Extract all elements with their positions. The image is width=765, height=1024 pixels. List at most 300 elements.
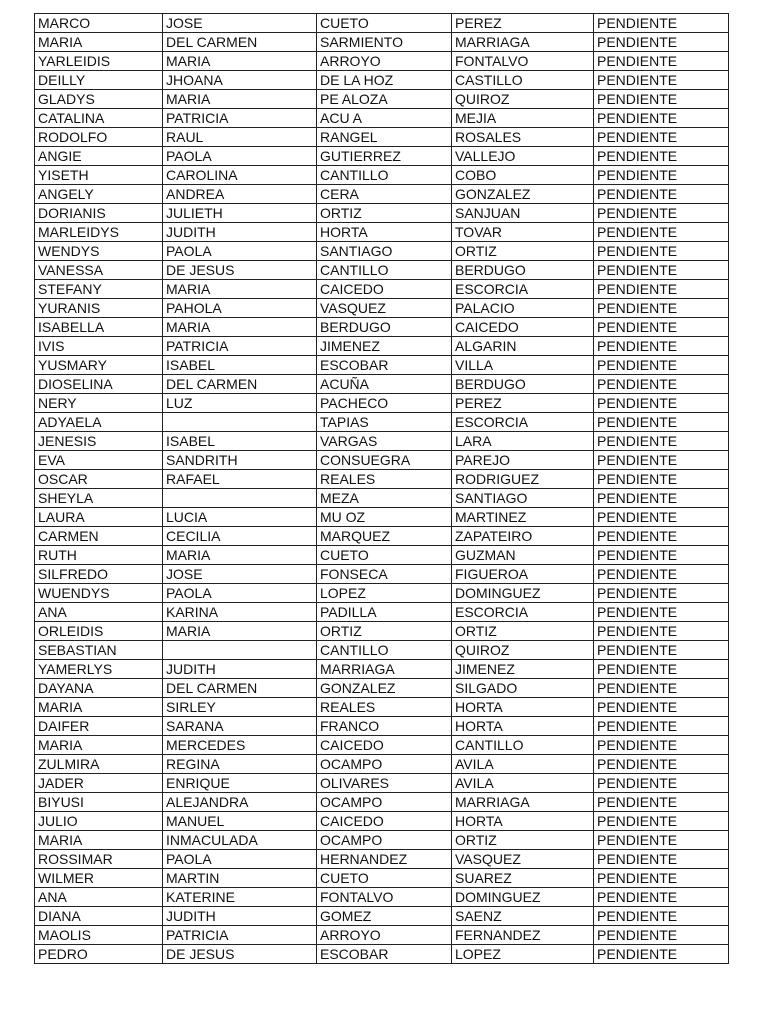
table-row (35, 318, 729, 337)
table-row (35, 185, 729, 204)
document-sheet (34, 13, 728, 964)
status-cell: PENDIENTE (594, 432, 729, 451)
first-name-cell: ROSSIMAR (35, 850, 163, 869)
first-surname-cell: VARGAS (317, 432, 452, 451)
table-row (35, 337, 729, 356)
status-cell: PENDIENTE (594, 52, 729, 71)
second-name-cell: DE JESUS (163, 261, 317, 280)
first-name-cell: PEDRO (35, 945, 163, 964)
first-surname-cell: FRANCO (317, 717, 452, 736)
second-name-cell (163, 641, 317, 660)
table-row (35, 907, 729, 926)
second-surname-cell: ESCORCIA (452, 280, 594, 299)
second-surname-cell: QUIROZ (452, 90, 594, 109)
first-name-cell: WILMER (35, 869, 163, 888)
status-cell: PENDIENTE (594, 603, 729, 622)
second-surname-cell: MARRIAGA (452, 33, 594, 52)
status-cell: PENDIENTE (594, 147, 729, 166)
second-name-cell: DE JESUS (163, 945, 317, 964)
second-surname-cell: AVILA (452, 755, 594, 774)
second-surname-cell: ORTIZ (452, 622, 594, 641)
first-surname-cell: JIMENEZ (317, 337, 452, 356)
second-surname-cell: COBO (452, 166, 594, 185)
first-surname-cell: OCAMPO (317, 755, 452, 774)
status-cell: PENDIENTE (594, 793, 729, 812)
second-name-cell: ALEJANDRA (163, 793, 317, 812)
status-cell: PENDIENTE (594, 945, 729, 964)
status-cell: PENDIENTE (594, 375, 729, 394)
second-name-cell: MARIA (163, 280, 317, 299)
table-row (35, 33, 729, 52)
second-name-cell: PAHOLA (163, 299, 317, 318)
table-row (35, 432, 729, 451)
status-cell: PENDIENTE (594, 698, 729, 717)
table-row (35, 394, 729, 413)
second-surname-cell: RODRIGUEZ (452, 470, 594, 489)
table-row (35, 584, 729, 603)
second-name-cell: DEL CARMEN (163, 375, 317, 394)
first-surname-cell: CANTILLO (317, 641, 452, 660)
status-cell: PENDIENTE (594, 774, 729, 793)
status-cell: PENDIENTE (594, 527, 729, 546)
second-surname-cell: DOMINGUEZ (452, 888, 594, 907)
first-name-cell: CARMEN (35, 527, 163, 546)
first-surname-cell: OLIVARES (317, 774, 452, 793)
status-cell: PENDIENTE (594, 850, 729, 869)
table-row (35, 850, 729, 869)
second-name-cell: PAOLA (163, 147, 317, 166)
table-row (35, 508, 729, 527)
status-cell: PENDIENTE (594, 413, 729, 432)
first-name-cell: MARIA (35, 736, 163, 755)
first-surname-cell: SANTIAGO (317, 242, 452, 261)
second-name-cell: SANDRITH (163, 451, 317, 470)
status-cell: PENDIENTE (594, 185, 729, 204)
table-row (35, 299, 729, 318)
status-cell: PENDIENTE (594, 394, 729, 413)
table-row (35, 166, 729, 185)
status-cell: PENDIENTE (594, 356, 729, 375)
table-row (35, 413, 729, 432)
second-surname-cell: PALACIO (452, 299, 594, 318)
second-surname-cell: CAICEDO (452, 318, 594, 337)
first-surname-cell: PE ALOZA (317, 90, 452, 109)
first-surname-cell: HERNANDEZ (317, 850, 452, 869)
table-row (35, 451, 729, 470)
second-name-cell: MARIA (163, 52, 317, 71)
first-name-cell: ANA (35, 888, 163, 907)
second-surname-cell: ALGARIN (452, 337, 594, 356)
first-name-cell: DEILLY (35, 71, 163, 90)
second-name-cell: JULIETH (163, 204, 317, 223)
status-cell: PENDIENTE (594, 831, 729, 850)
first-surname-cell: LOPEZ (317, 584, 452, 603)
second-surname-cell: PEREZ (452, 394, 594, 413)
first-surname-cell: CUETO (317, 869, 452, 888)
table-row (35, 698, 729, 717)
second-name-cell: MARIA (163, 90, 317, 109)
first-surname-cell: ESCOBAR (317, 945, 452, 964)
table-row (35, 71, 729, 90)
second-surname-cell: SANTIAGO (452, 489, 594, 508)
first-name-cell: ANA (35, 603, 163, 622)
second-name-cell (163, 489, 317, 508)
status-cell: PENDIENTE (594, 584, 729, 603)
status-cell: PENDIENTE (594, 261, 729, 280)
first-name-cell: DAIFER (35, 717, 163, 736)
first-surname-cell: OCAMPO (317, 793, 452, 812)
second-surname-cell: SILGADO (452, 679, 594, 698)
first-surname-cell: GUTIERREZ (317, 147, 452, 166)
second-name-cell: MARIA (163, 318, 317, 337)
table-row (35, 204, 729, 223)
second-surname-cell: VILLA (452, 356, 594, 375)
table-row (35, 945, 729, 964)
second-name-cell: ANDREA (163, 185, 317, 204)
table-row (35, 261, 729, 280)
names-table (34, 13, 729, 964)
first-surname-cell: FONTALVO (317, 888, 452, 907)
first-surname-cell: CONSUEGRA (317, 451, 452, 470)
first-name-cell: JULIO (35, 812, 163, 831)
status-cell: PENDIENTE (594, 90, 729, 109)
table-row (35, 14, 729, 33)
table-row (35, 831, 729, 850)
first-name-cell: GLADYS (35, 90, 163, 109)
status-cell: PENDIENTE (594, 242, 729, 261)
first-name-cell: SHEYLA (35, 489, 163, 508)
second-name-cell: MARIA (163, 622, 317, 641)
first-surname-cell: HORTA (317, 223, 452, 242)
second-name-cell: MANUEL (163, 812, 317, 831)
status-cell: PENDIENTE (594, 907, 729, 926)
table-row (35, 736, 729, 755)
second-surname-cell: FONTALVO (452, 52, 594, 71)
status-cell: PENDIENTE (594, 736, 729, 755)
table-row (35, 888, 729, 907)
first-surname-cell: CAICEDO (317, 280, 452, 299)
first-name-cell: WENDYS (35, 242, 163, 261)
first-name-cell: BIYUSI (35, 793, 163, 812)
second-surname-cell: MEJIA (452, 109, 594, 128)
first-surname-cell: MEZA (317, 489, 452, 508)
table-row (35, 926, 729, 945)
second-surname-cell: GUZMAN (452, 546, 594, 565)
table-row (35, 774, 729, 793)
status-cell: PENDIENTE (594, 128, 729, 147)
table-row (35, 755, 729, 774)
status-cell: PENDIENTE (594, 14, 729, 33)
names-table-body (35, 14, 729, 964)
first-name-cell: VANESSA (35, 261, 163, 280)
first-surname-cell: ARROYO (317, 52, 452, 71)
first-surname-cell: OCAMPO (317, 831, 452, 850)
status-cell: PENDIENTE (594, 109, 729, 128)
second-name-cell: JUDITH (163, 907, 317, 926)
second-name-cell (163, 413, 317, 432)
second-name-cell: JOSE (163, 14, 317, 33)
table-row (35, 565, 729, 584)
second-name-cell: JUDITH (163, 660, 317, 679)
first-surname-cell: MARRIAGA (317, 660, 452, 679)
first-name-cell: SILFREDO (35, 565, 163, 584)
second-surname-cell: PAREJO (452, 451, 594, 470)
first-name-cell: DORIANIS (35, 204, 163, 223)
second-name-cell: PAOLA (163, 850, 317, 869)
status-cell: PENDIENTE (594, 280, 729, 299)
table-row (35, 223, 729, 242)
table-row (35, 90, 729, 109)
second-surname-cell: FERNANDEZ (452, 926, 594, 945)
first-surname-cell: FONSECA (317, 565, 452, 584)
second-name-cell: RAUL (163, 128, 317, 147)
second-surname-cell: VALLEJO (452, 147, 594, 166)
first-surname-cell: CAICEDO (317, 736, 452, 755)
second-name-cell: PAOLA (163, 584, 317, 603)
second-name-cell: CECILIA (163, 527, 317, 546)
first-name-cell: DAYANA (35, 679, 163, 698)
second-name-cell: MARIA (163, 546, 317, 565)
second-surname-cell: ESCORCIA (452, 603, 594, 622)
second-surname-cell: ZAPATEIRO (452, 527, 594, 546)
second-surname-cell: SAENZ (452, 907, 594, 926)
second-name-cell: PATRICIA (163, 337, 317, 356)
first-surname-cell: GOMEZ (317, 907, 452, 926)
second-name-cell: JOSE (163, 565, 317, 584)
second-surname-cell: HORTA (452, 698, 594, 717)
status-cell: PENDIENTE (594, 337, 729, 356)
status-cell: PENDIENTE (594, 223, 729, 242)
status-cell: PENDIENTE (594, 318, 729, 337)
first-name-cell: YARLEIDIS (35, 52, 163, 71)
table-row (35, 603, 729, 622)
first-surname-cell: CANTILLO (317, 166, 452, 185)
second-surname-cell: HORTA (452, 717, 594, 736)
first-name-cell: OSCAR (35, 470, 163, 489)
second-name-cell: PATRICIA (163, 926, 317, 945)
first-name-cell: MARLEIDYS (35, 223, 163, 242)
second-surname-cell: LARA (452, 432, 594, 451)
second-name-cell: ENRIQUE (163, 774, 317, 793)
second-surname-cell: CASTILLO (452, 71, 594, 90)
second-name-cell: RAFAEL (163, 470, 317, 489)
first-surname-cell: CUETO (317, 14, 452, 33)
status-cell: PENDIENTE (594, 869, 729, 888)
table-row (35, 660, 729, 679)
first-name-cell: DIOSELINA (35, 375, 163, 394)
first-surname-cell: PADILLA (317, 603, 452, 622)
second-surname-cell: ORTIZ (452, 242, 594, 261)
second-surname-cell: MARTINEZ (452, 508, 594, 527)
first-name-cell: JENESIS (35, 432, 163, 451)
table-row (35, 242, 729, 261)
second-surname-cell: TOVAR (452, 223, 594, 242)
first-name-cell: RUTH (35, 546, 163, 565)
second-surname-cell: QUIROZ (452, 641, 594, 660)
first-surname-cell: ARROYO (317, 926, 452, 945)
first-name-cell: ZULMIRA (35, 755, 163, 774)
status-cell: PENDIENTE (594, 470, 729, 489)
first-surname-cell: TAPIAS (317, 413, 452, 432)
first-surname-cell: PACHECO (317, 394, 452, 413)
second-name-cell: ISABEL (163, 432, 317, 451)
first-name-cell: MARIA (35, 698, 163, 717)
status-cell: PENDIENTE (594, 888, 729, 907)
first-surname-cell: ORTIZ (317, 204, 452, 223)
first-name-cell: YUSMARY (35, 356, 163, 375)
second-surname-cell: ROSALES (452, 128, 594, 147)
first-surname-cell: ACU A (317, 109, 452, 128)
first-surname-cell: DE LA HOZ (317, 71, 452, 90)
second-name-cell: INMACULADA (163, 831, 317, 850)
first-surname-cell: CERA (317, 185, 452, 204)
second-name-cell: CAROLINA (163, 166, 317, 185)
second-name-cell: KARINA (163, 603, 317, 622)
first-name-cell: MAOLIS (35, 926, 163, 945)
first-name-cell: IVIS (35, 337, 163, 356)
first-name-cell: MARIA (35, 33, 163, 52)
first-name-cell: ANGIE (35, 147, 163, 166)
second-name-cell: REGINA (163, 755, 317, 774)
second-name-cell: DEL CARMEN (163, 679, 317, 698)
first-surname-cell: ESCOBAR (317, 356, 452, 375)
status-cell: PENDIENTE (594, 679, 729, 698)
first-surname-cell: ACUÑA (317, 375, 452, 394)
second-surname-cell: VASQUEZ (452, 850, 594, 869)
status-cell: PENDIENTE (594, 489, 729, 508)
table-row (35, 546, 729, 565)
status-cell: PENDIENTE (594, 71, 729, 90)
first-name-cell: YAMERLYS (35, 660, 163, 679)
table-row (35, 869, 729, 888)
first-surname-cell: RANGEL (317, 128, 452, 147)
second-surname-cell: CANTILLO (452, 736, 594, 755)
first-surname-cell: BERDUGO (317, 318, 452, 337)
second-surname-cell: LOPEZ (452, 945, 594, 964)
status-cell: PENDIENTE (594, 641, 729, 660)
second-surname-cell: HORTA (452, 812, 594, 831)
first-name-cell: ANGELY (35, 185, 163, 204)
second-surname-cell: MARRIAGA (452, 793, 594, 812)
second-name-cell: MERCEDES (163, 736, 317, 755)
status-cell: PENDIENTE (594, 926, 729, 945)
second-name-cell: SARANA (163, 717, 317, 736)
table-row (35, 527, 729, 546)
status-cell: PENDIENTE (594, 166, 729, 185)
table-row (35, 793, 729, 812)
second-name-cell: LUCIA (163, 508, 317, 527)
table-row (35, 622, 729, 641)
second-surname-cell: SUAREZ (452, 869, 594, 888)
status-cell: PENDIENTE (594, 660, 729, 679)
table-row (35, 128, 729, 147)
second-surname-cell: GONZALEZ (452, 185, 594, 204)
second-name-cell: ISABEL (163, 356, 317, 375)
first-name-cell: NERY (35, 394, 163, 413)
first-name-cell: MARIA (35, 831, 163, 850)
first-surname-cell: CANTILLO (317, 261, 452, 280)
status-cell: PENDIENTE (594, 508, 729, 527)
first-surname-cell: GONZALEZ (317, 679, 452, 698)
first-name-cell: STEFANY (35, 280, 163, 299)
first-surname-cell: CAICEDO (317, 812, 452, 831)
first-name-cell: LAURA (35, 508, 163, 527)
second-surname-cell: ORTIZ (452, 831, 594, 850)
table-row (35, 147, 729, 166)
second-name-cell: PATRICIA (163, 109, 317, 128)
first-name-cell: JADER (35, 774, 163, 793)
first-surname-cell: VASQUEZ (317, 299, 452, 318)
second-name-cell: SIRLEY (163, 698, 317, 717)
status-cell: PENDIENTE (594, 812, 729, 831)
second-surname-cell: SANJUAN (452, 204, 594, 223)
status-cell: PENDIENTE (594, 204, 729, 223)
first-surname-cell: ORTIZ (317, 622, 452, 641)
status-cell: PENDIENTE (594, 622, 729, 641)
second-name-cell: JHOANA (163, 71, 317, 90)
second-surname-cell: JIMENEZ (452, 660, 594, 679)
second-surname-cell: FIGUEROA (452, 565, 594, 584)
first-surname-cell: CUETO (317, 546, 452, 565)
second-name-cell: JUDITH (163, 223, 317, 242)
second-surname-cell: AVILA (452, 774, 594, 793)
first-name-cell: ISABELLA (35, 318, 163, 337)
first-surname-cell: REALES (317, 698, 452, 717)
second-name-cell: PAOLA (163, 242, 317, 261)
first-name-cell: YURANIS (35, 299, 163, 318)
second-name-cell: LUZ (163, 394, 317, 413)
first-surname-cell: MU OZ (317, 508, 452, 527)
first-surname-cell: REALES (317, 470, 452, 489)
table-row (35, 679, 729, 698)
second-surname-cell: DOMINGUEZ (452, 584, 594, 603)
status-cell: PENDIENTE (594, 451, 729, 470)
first-name-cell: EVA (35, 451, 163, 470)
first-name-cell: WUENDYS (35, 584, 163, 603)
first-name-cell: MARCO (35, 14, 163, 33)
first-surname-cell: SARMIENTO (317, 33, 452, 52)
first-name-cell: ORLEIDIS (35, 622, 163, 641)
status-cell: PENDIENTE (594, 546, 729, 565)
status-cell: PENDIENTE (594, 299, 729, 318)
table-row (35, 641, 729, 660)
first-surname-cell: MARQUEZ (317, 527, 452, 546)
first-name-cell: SEBASTIAN (35, 641, 163, 660)
second-name-cell: MARTIN (163, 869, 317, 888)
first-name-cell: CATALINA (35, 109, 163, 128)
table-row (35, 812, 729, 831)
table-row (35, 717, 729, 736)
second-surname-cell: PEREZ (452, 14, 594, 33)
table-row (35, 375, 729, 394)
table-row (35, 489, 729, 508)
table-row (35, 356, 729, 375)
second-surname-cell: BERDUGO (452, 375, 594, 394)
status-cell: PENDIENTE (594, 717, 729, 736)
table-row (35, 52, 729, 71)
first-name-cell: DIANA (35, 907, 163, 926)
table-row (35, 109, 729, 128)
first-name-cell: ADYAELA (35, 413, 163, 432)
first-name-cell: YISETH (35, 166, 163, 185)
second-surname-cell: BERDUGO (452, 261, 594, 280)
status-cell: PENDIENTE (594, 565, 729, 584)
second-name-cell: DEL CARMEN (163, 33, 317, 52)
status-cell: PENDIENTE (594, 755, 729, 774)
status-cell: PENDIENTE (594, 33, 729, 52)
table-row (35, 470, 729, 489)
first-name-cell: RODOLFO (35, 128, 163, 147)
